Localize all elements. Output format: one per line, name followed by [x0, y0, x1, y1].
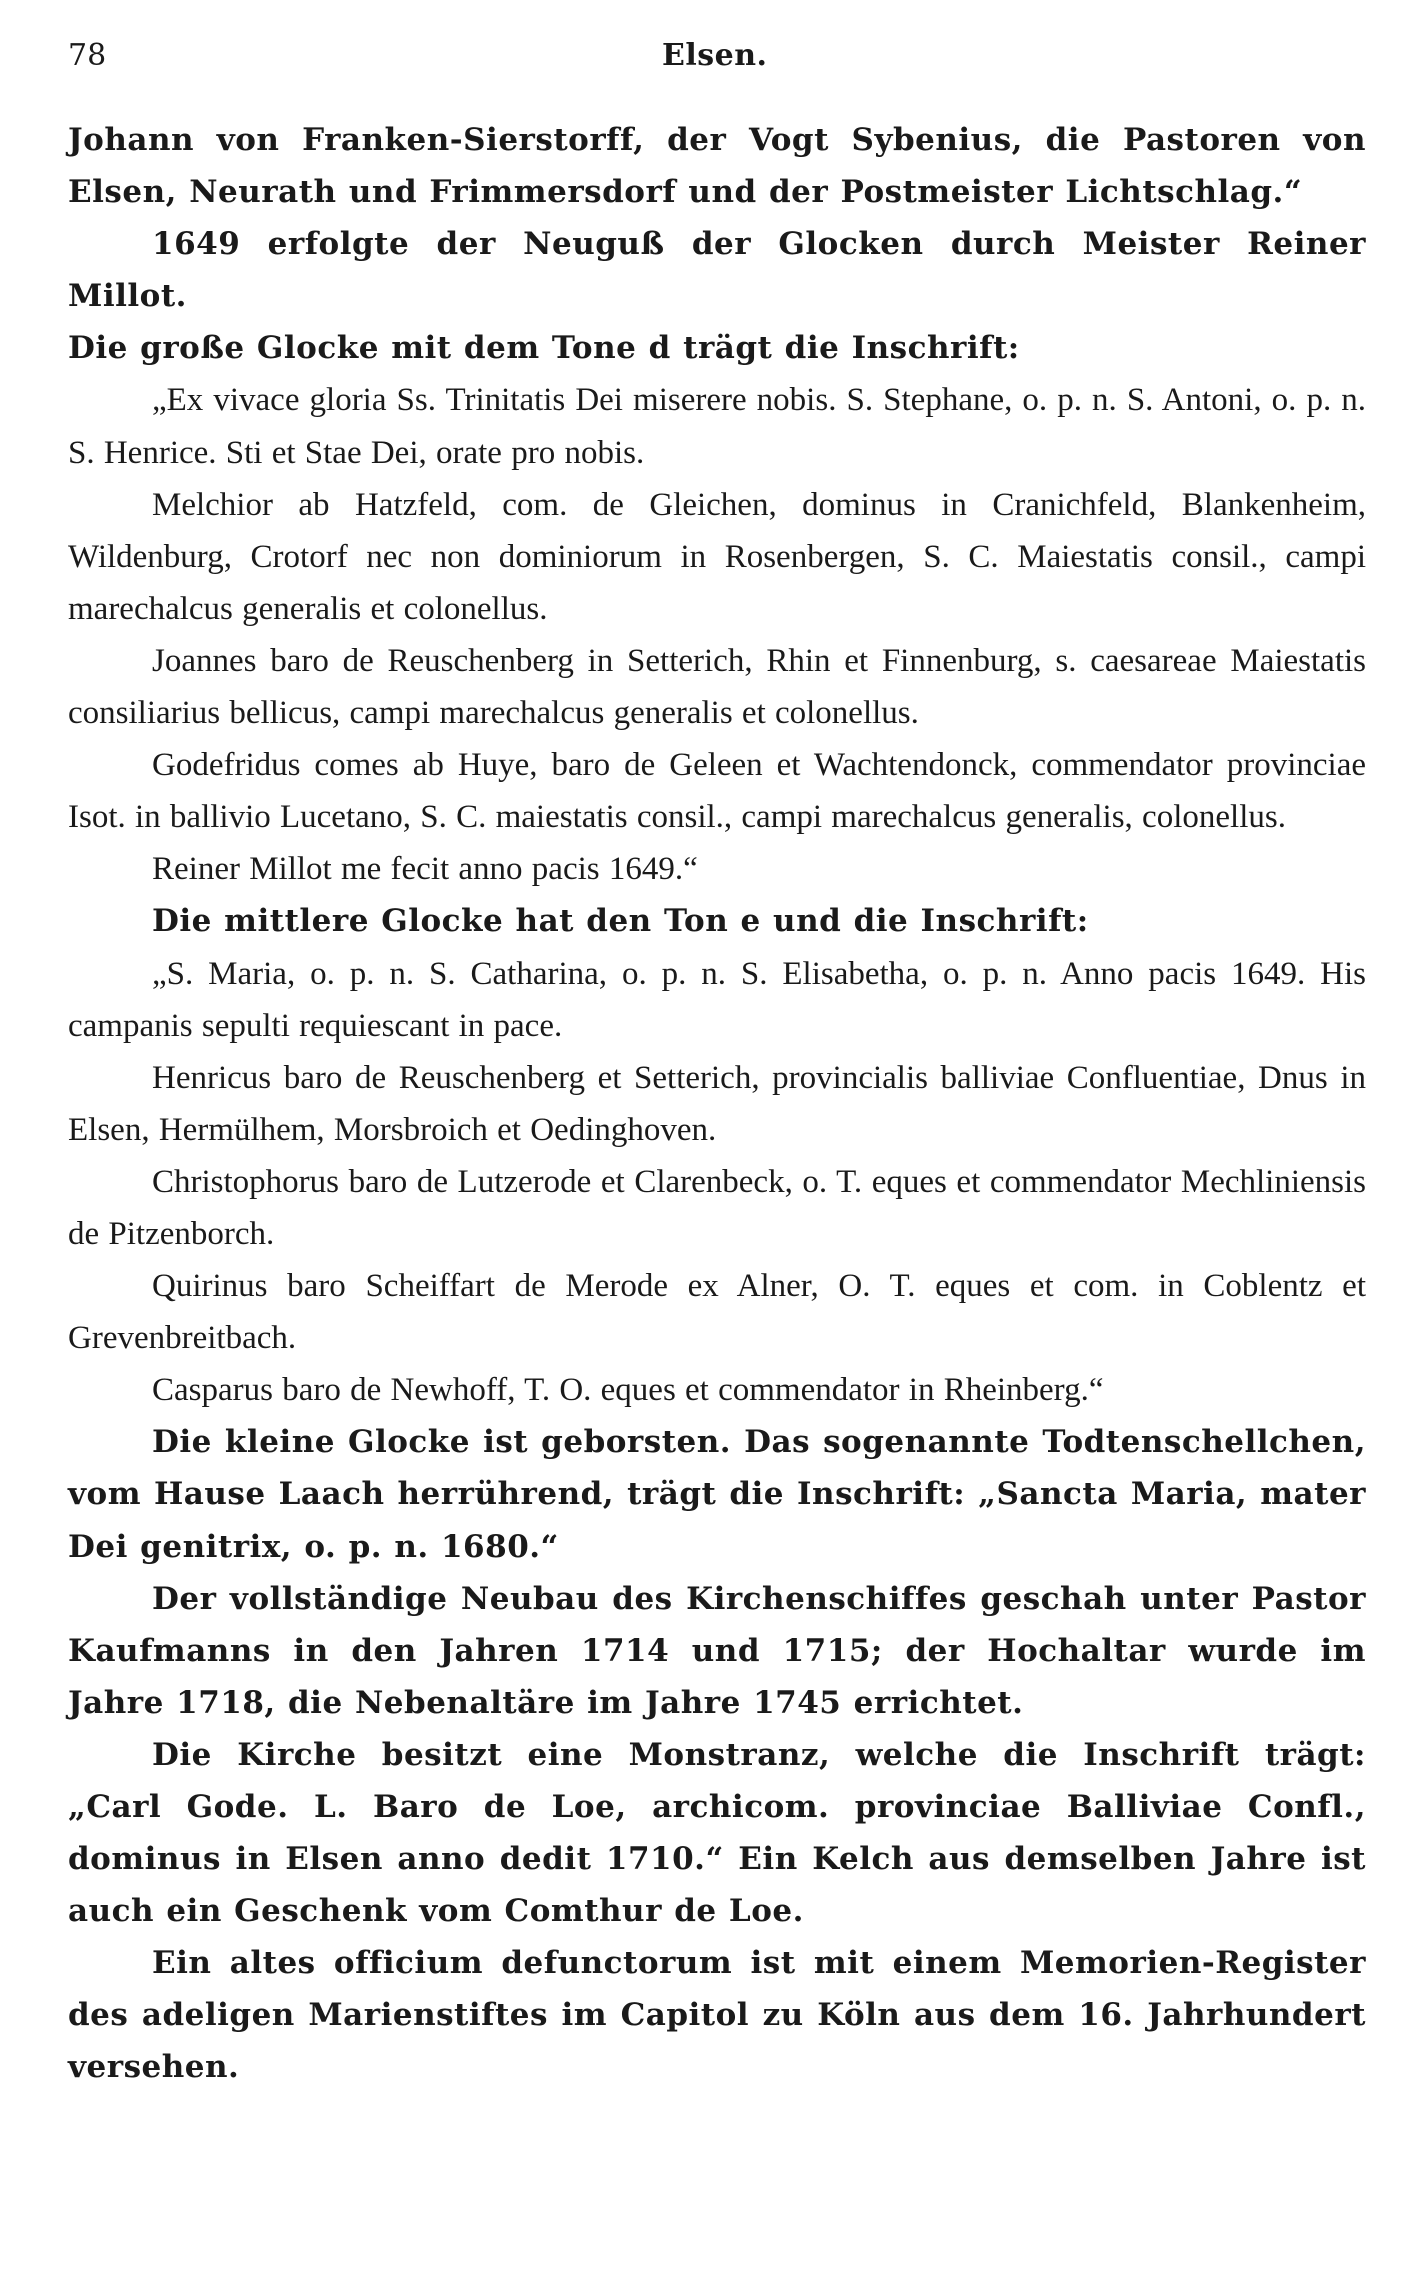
paragraph: Godefridus comes ab Huye, baro de Geleen et Wachtendonck, commendator provinciae Isot. in ballivio Lucetano, S. C. maiestatis consil., campi marechalcus generalis, colonellus.: [68, 747, 1366, 836]
paragraph: Casparus baro de Newhoff, T. O. eques et commendator in Rheinberg.“: [152, 1372, 1104, 1409]
paragraph: Joannes baro de Reuschenberg in Setterich, Rhin et Finnenburg, s. caesareae Maiestatis consiliarius bellicus, campi marechalcus generalis et colonellus.: [68, 642, 1366, 732]
paragraph: Die Kirche besitzt eine Monstranz, welche die Inschrift trägt: „Carl Gode. L. Baro de Loe, archicom. provinciae Balliviae Confl., dominus in Elsen anno dedit 1710.“ Ein Kelch aus demselben Jahre ist auch ein Geschenk vom Comthur de Loe.: [68, 1736, 1366, 1930]
paragraph: Henricus baro de Reuschenberg et Setterich, provincialis balliviae Confluentiae, Dnus in Elsen, Hermülhem, Morsbroich et Oedinghoven.: [68, 1059, 1366, 1148]
page-number: 78: [68, 38, 107, 73]
paragraph: Christophorus baro de Lutzerode et Clarenbeck, o. T. eques et commendator Mechliniensis de Pitzenborch.: [68, 1163, 1366, 1252]
paragraph: „S. Maria, o. p. n. S. Catharina, o. p. n. S. Elisabetha, o. p. n. Anno pacis 1649. His campanis sepulti requiescant in pace.: [68, 955, 1366, 1044]
paragraph: 1649 erfolgte der Neuguß der Glocken durch Meister Reiner Millot.: [68, 226, 1366, 315]
paragraph: Quirinus baro Scheiffart de Merode ex Alner, O. T. eques et com. in Coblentz et Grevenbreitbach.: [68, 1268, 1366, 1357]
paragraph: Die mittlere Glocke hat den Ton e und die Inschrift:: [152, 903, 1089, 940]
paragraph: Der vollständige Neubau des Kirchenschiffes geschah unter Pastor Kaufmanns in den Jahren 1714 und 1715; der Hochaltar wurde im Jahre 1718, die Nebenaltäre im Jahre 1745 errichtet.: [68, 1580, 1366, 1721]
paragraph: Melchior ab Hatzfeld, com. de Gleichen, dominus in Cranichfeld, Blankenheim, Wildenburg, Crotorf nec non dominiorum in Rosenbergen, S. C. Maiestatis consil., campi marechalcus generalis et colonellus.: [68, 486, 1366, 627]
body-text: [68, 114, 1366, 2094]
paragraph: „Ex vivace gloria Ss. Trinitatis Dei miserere nobis. S. Stephane, o. p. n. S. Antoni, o. p. n. S. Henrice. Sti et Stae Dei, orate pro nobis.: [68, 382, 1366, 471]
paragraph: Die große Glocke mit dem Tone d trägt die Inschrift:: [68, 330, 1020, 367]
running-head: Elsen.: [662, 38, 768, 73]
paragraph: Johann von Franken-Sierstorff, der Vogt Sybenius, die Pastoren von Elsen, Neurath und Frimmersdorf und der Postmeister Lichtschlag.“: [68, 122, 1366, 211]
page-header: [68, 36, 1376, 76]
paragraph: Ein altes officium defunctorum ist mit einem Memorien-Register des adeligen Marienstiftes im Capitol zu Köln aus dem 16. Jahrhundert versehen.: [68, 1945, 1366, 2086]
paragraph: Reiner Millot me fecit anno pacis 1649.“: [152, 851, 698, 888]
paragraph: Die kleine Glocke ist geborsten. Das sogenannte Todtenschellchen, vom Hause Laach herrührend, trägt die Inschrift: „Sancta Maria, mater Dei genitrix, o. p. n. 1680.“: [68, 1424, 1366, 1565]
